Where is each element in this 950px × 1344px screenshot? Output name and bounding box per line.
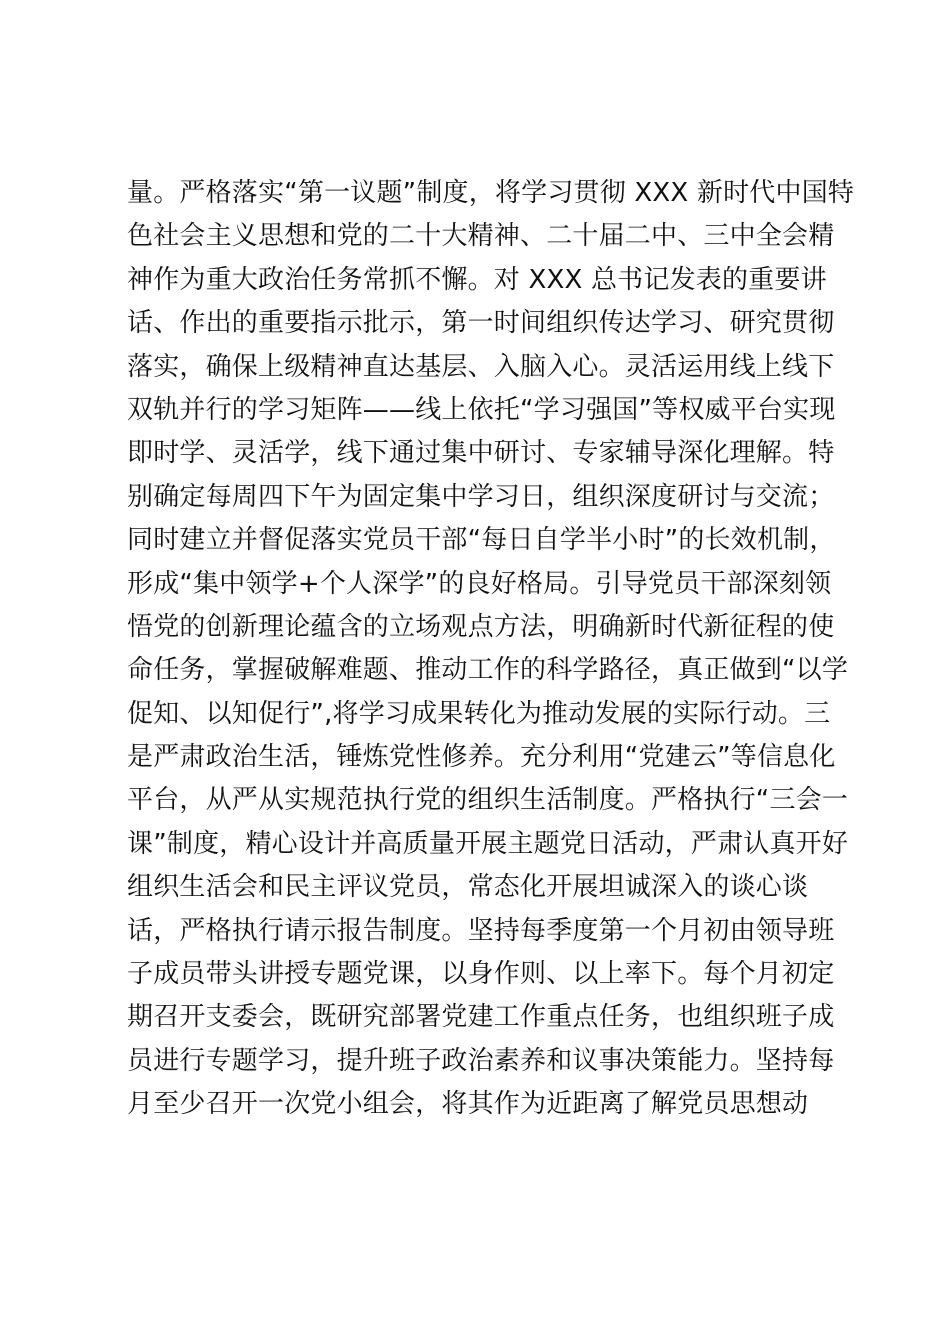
text-line: 平台，从严从实规范执行党的组织生活制度。严格执行“三会一 xyxy=(127,785,849,816)
text-line: 别确定每周四下午为固定集中学习日，组织深度研讨与交流； xyxy=(127,481,835,512)
text-line: 话，严格执行请示报告制度。坚持每季度第一个月初由领导班 xyxy=(127,915,835,946)
text-line: 神作为重大政治任务常抓不懈。对 XXX 总书记发表的重要讲 xyxy=(127,264,827,295)
text-line: 形成“集中领学+个人深学”的良好格局。引导党员干部深刻领 xyxy=(127,568,832,599)
body-paragraph xyxy=(127,172,855,1127)
text-line: 即时学、灵活学，线下通过集中研讨、专家辅导深化理解。特 xyxy=(127,438,835,469)
text-line: 同时建立并督促落实党员干部“每日自学半小时”的长效机制， xyxy=(127,525,836,556)
text-line: 量。严格落实“第一议题”制度，将学习贯彻 XXX 新时代中国特 xyxy=(127,178,855,208)
text-line: 促知、以知促行”,将学习成果转化为推动发展的实际行动。三 xyxy=(127,698,831,729)
text-line: 月至少召开一次党小组会，将其作为近距离了解党员思想动 xyxy=(127,1089,809,1120)
text-line: 课”制度，精心设计并高质量开展主题党日活动，严肃认真开好 xyxy=(127,828,849,859)
text-line: 期召开支委会，既研究部署党建工作重点任务，也组织班子成 xyxy=(127,1002,835,1033)
text-line: 员进行专题学习，提升班子政治素养和议事决策能力。坚持每 xyxy=(127,1045,835,1076)
text-line: 落实，确保上级精神直达基层、入脑入心。灵活运用线上线下 xyxy=(127,351,835,382)
text-line: 话、作出的重要指示批示，第一时间组织传达学习、研究贯彻 xyxy=(127,308,835,339)
text-line: 是严肃政治生活，锤炼党性修养。充分利用“党建云”等信息化 xyxy=(127,742,836,773)
text-line: 双轨并行的学习矩阵——线上依托“学习强国”等权威平台实现 xyxy=(127,394,836,425)
text-line: 命任务，掌握破解难题、推动工作的科学路径，真正做到“以学 xyxy=(127,655,849,686)
text-line: 色社会主义思想和党的二十大精神、二十届二中、三中全会精 xyxy=(127,221,835,252)
text-line: 悟党的创新理论蕴含的立场观点方法，明确新时代新征程的使 xyxy=(127,611,835,642)
text-line: 子成员带头讲授专题党课，以身作则、以上率下。每个月初定 xyxy=(127,959,835,990)
text-line: 组织生活会和民主评议党员，常态化开展坦诚深入的谈心谈 xyxy=(127,872,809,903)
